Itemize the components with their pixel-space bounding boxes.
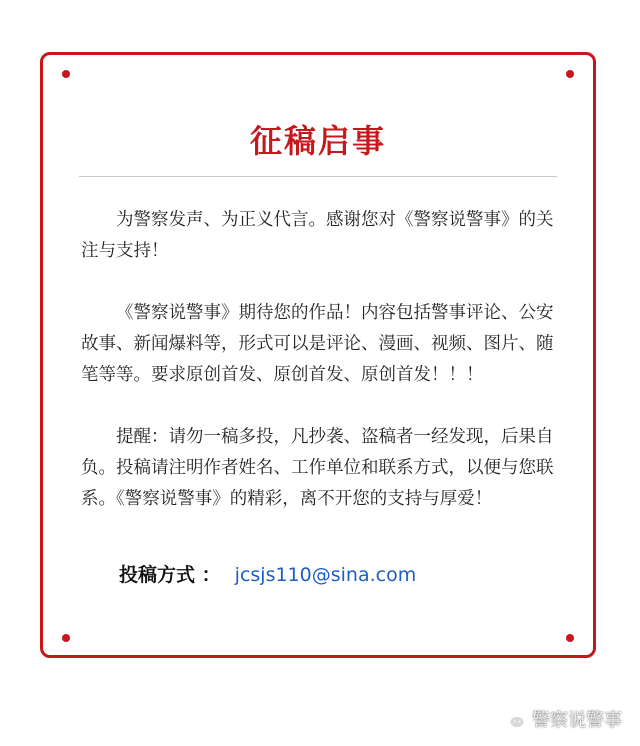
wechat-icon: [500, 708, 526, 730]
paragraph-intro: 为警察发声、为正义代言。感谢您对《警察说警事》的关注与支持！: [81, 210, 554, 261]
notice-body: [81, 205, 563, 546]
title-divider: [79, 176, 557, 177]
account-watermark: [500, 706, 622, 732]
corner-dot-top-left: [62, 70, 70, 78]
paragraph-requirements: 《警察说警事》期待您的作品！内容包括警事评论、公安故事、新闻爆料等，形式可以是评论、漫画、视频、图片、随笔等等。要求原创首发、原创首发、原创首发！！！: [81, 303, 554, 385]
submission-contact: [119, 562, 416, 588]
contact-label: 投稿方式 ：: [119, 564, 221, 586]
corner-dot-bottom-left: [62, 634, 70, 642]
contact-email-link[interactable]: jcsjs110@sina.com: [234, 564, 417, 586]
paragraph-reminder: 提醒：请勿一稿多投，凡抄袭、盗稿者一经发现，后果自负。投稿请注明作者姓名、工作单位和联系方式，以便与您联系。《警察说警事》的精彩，离不开您的支持与厚爱！: [81, 427, 554, 509]
corner-dot-top-right: [566, 70, 574, 78]
corner-dot-bottom-right: [566, 634, 574, 642]
notice-title: 征稿启事: [249, 122, 386, 160]
notice-card: [40, 52, 596, 658]
watermark-text: 警察说警事: [532, 710, 622, 731]
